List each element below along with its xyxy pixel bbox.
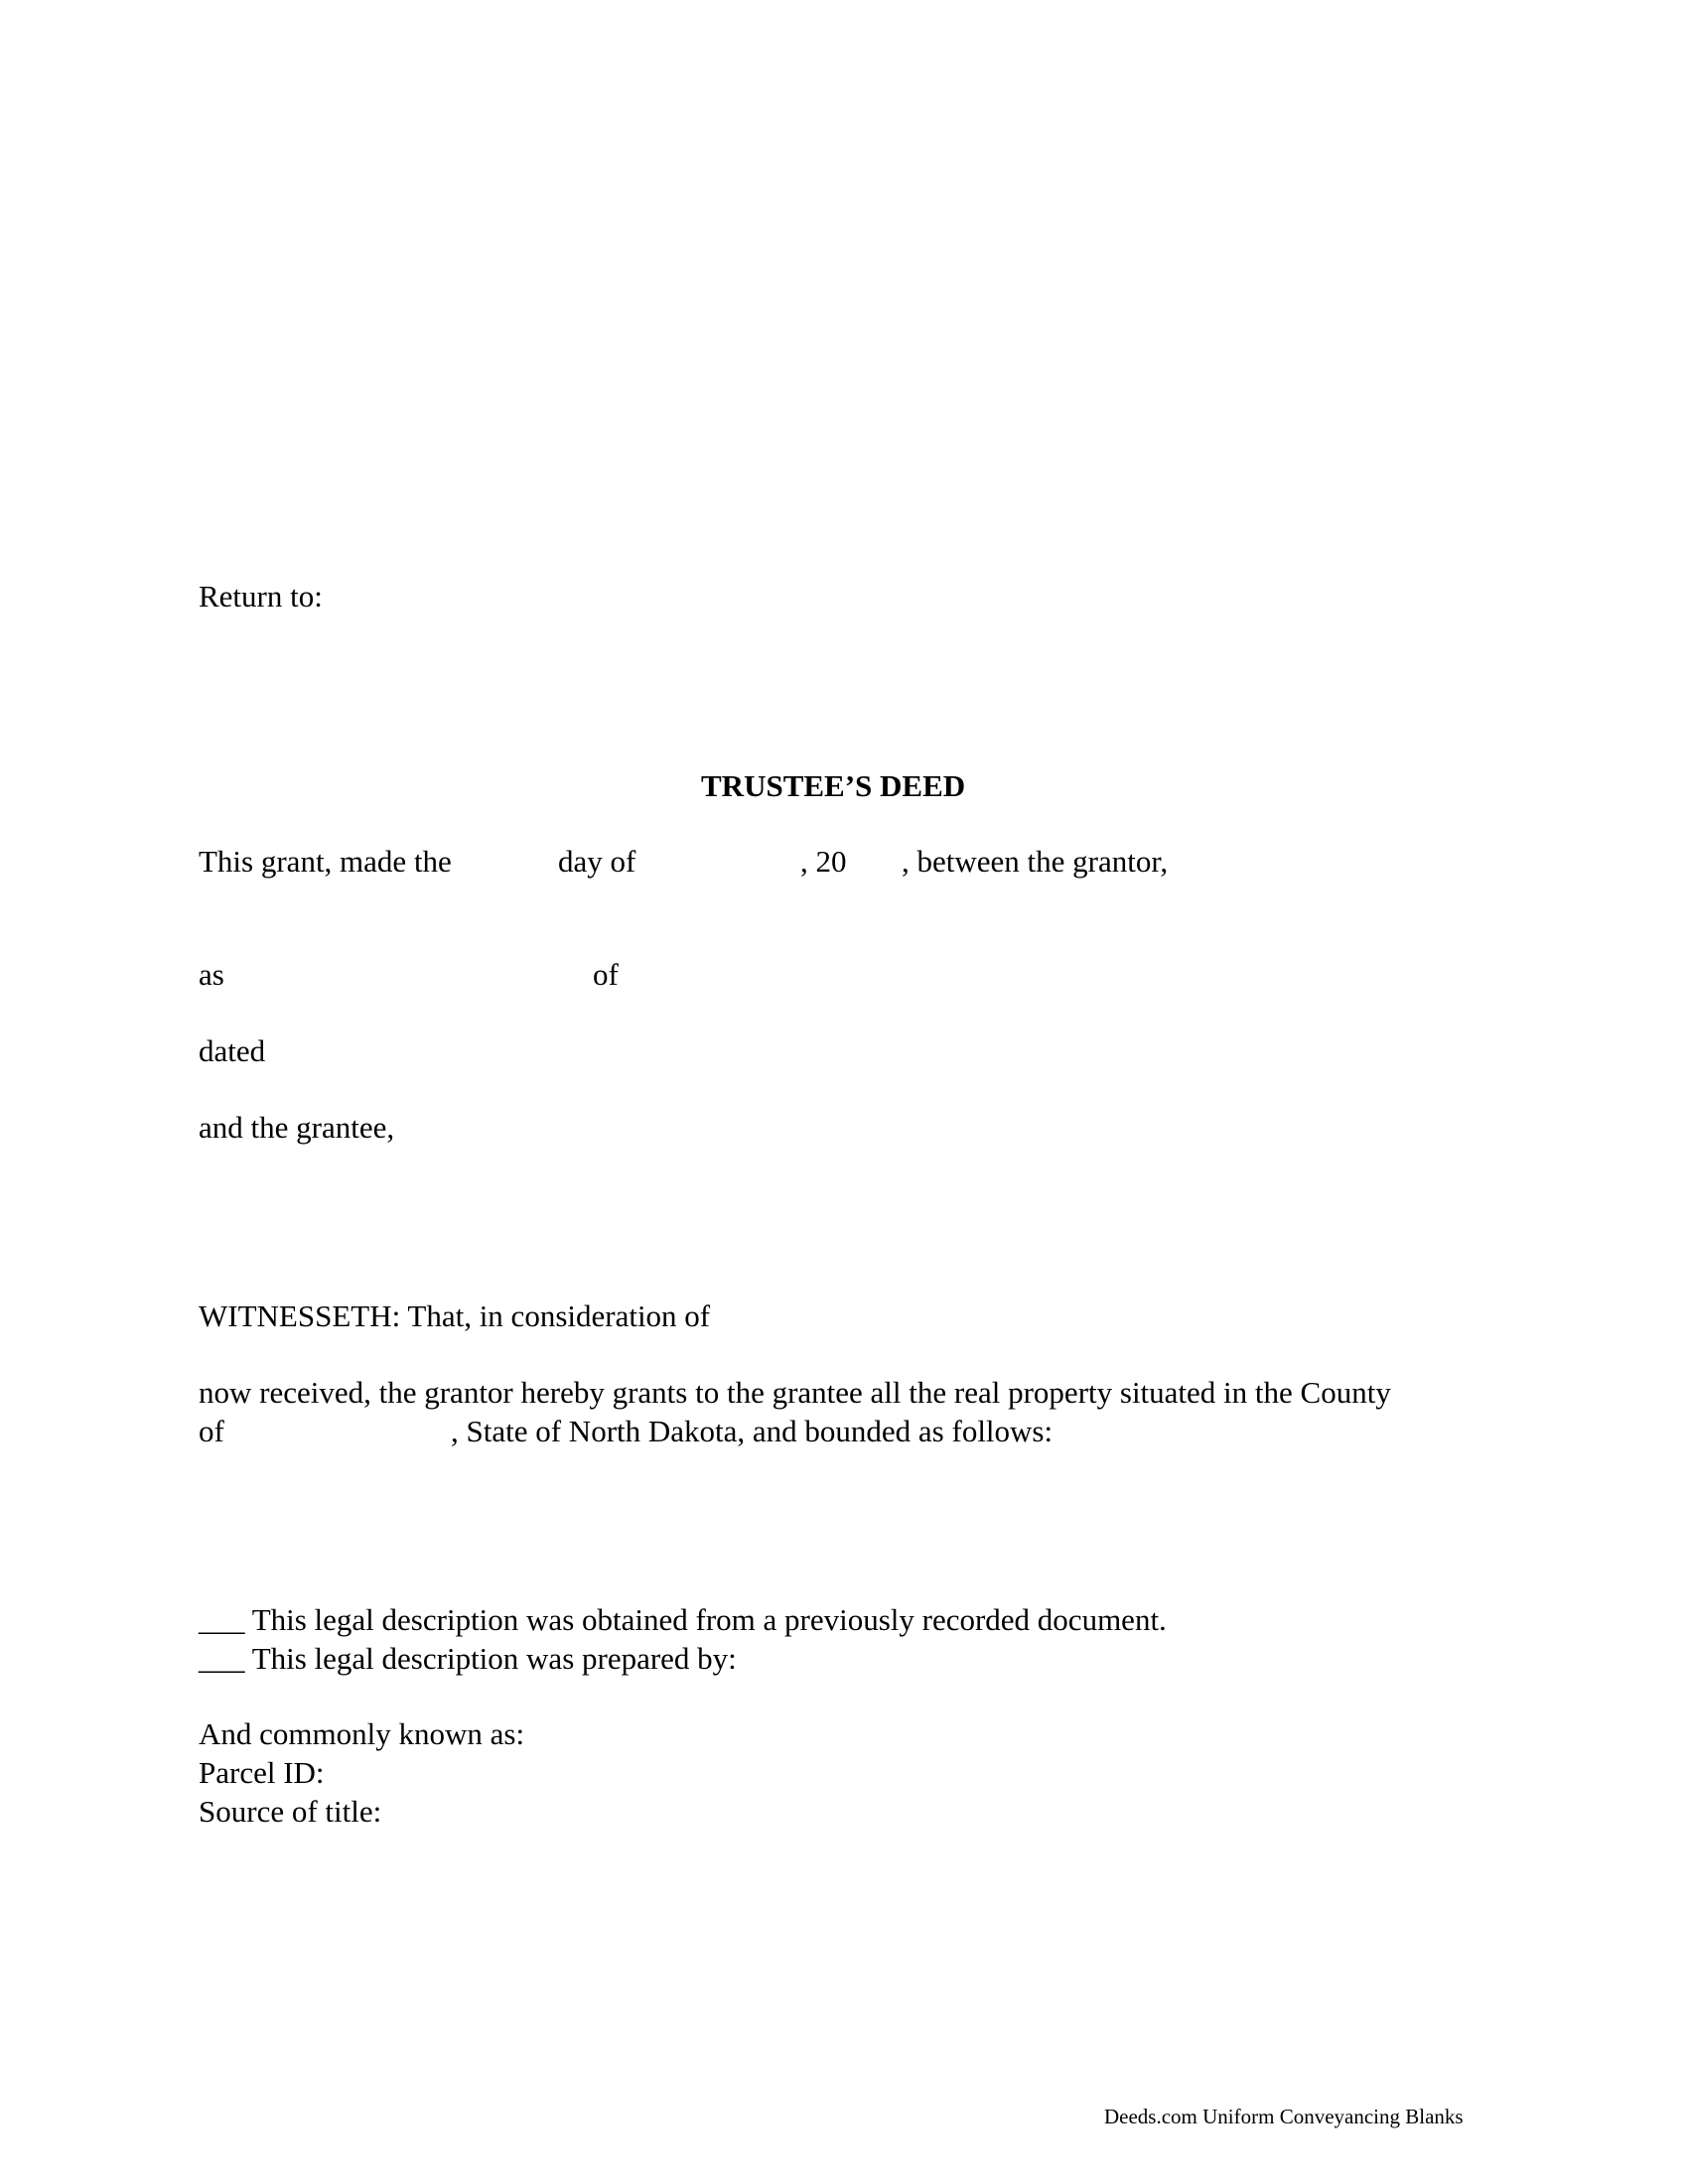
commonly-known-label: And commonly known as:	[199, 1716, 525, 1751]
legal-description-option-1: ___ This legal description was obtained from a previously recorded document.	[199, 1602, 1167, 1637]
grant-day-of: day of	[558, 844, 636, 879]
received-line-2: , State of North Dakota, and bounded as follows:	[451, 1414, 1054, 1448]
received-of: of	[199, 1414, 224, 1448]
witnesseth-line: WITNESSETH: That, in consideration of	[199, 1298, 711, 1333]
received-line-1: now received, the grantor hereby grants to the grantee all the real property situated in the County	[199, 1375, 1391, 1410]
page-footer: Deeds.com Uniform Conveyancing Blanks	[1104, 2105, 1464, 2128]
document-title: TRUSTEE’S DEED	[701, 768, 966, 803]
legal-description-option-2: ___ This legal description was prepared by:	[199, 1641, 737, 1676]
grantee-label: and the grantee,	[199, 1110, 395, 1145]
capacity-as: as	[199, 957, 224, 992]
return-to-label: Return to:	[199, 579, 323, 614]
capacity-of: of	[593, 957, 619, 992]
grant-year: , 20	[800, 844, 847, 879]
source-of-title-label: Source of title:	[199, 1794, 382, 1829]
grant-made-the: This grant, made the	[199, 844, 452, 879]
parcel-id-label: Parcel ID:	[199, 1755, 325, 1790]
dated-label: dated	[199, 1033, 266, 1068]
grant-between-grantor: , between the grantor,	[902, 844, 1169, 879]
